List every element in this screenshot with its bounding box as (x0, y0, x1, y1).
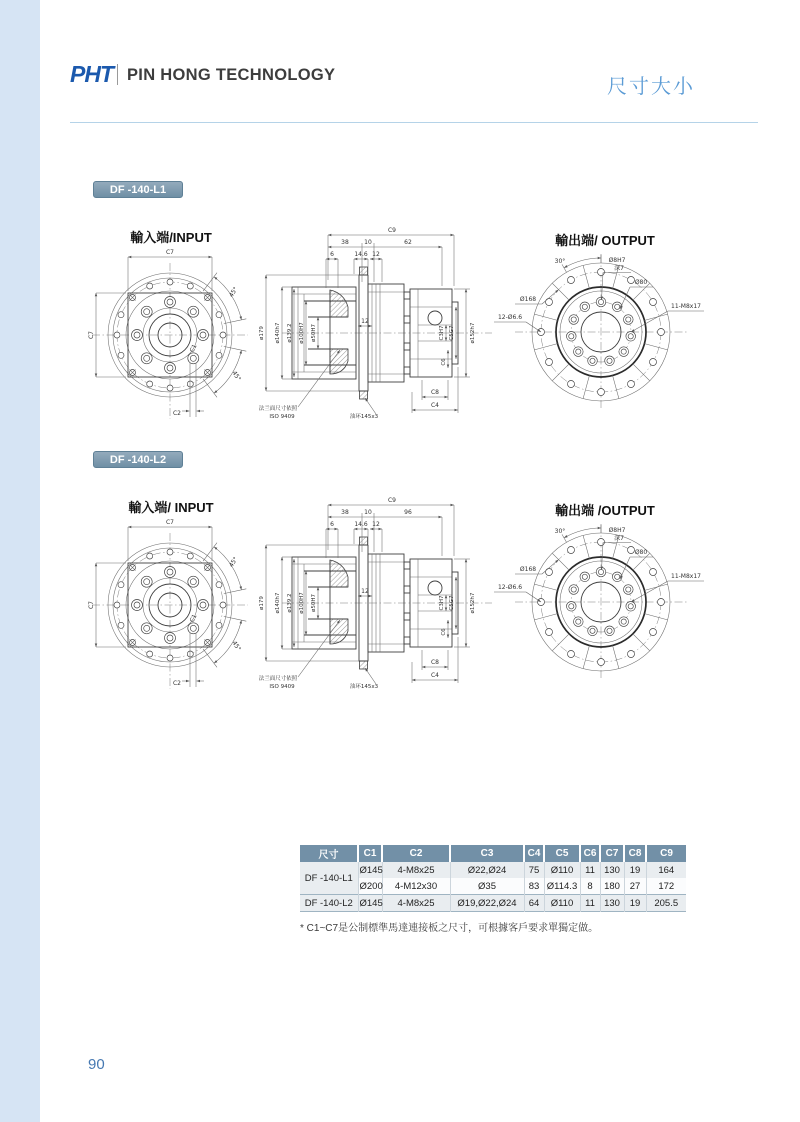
page-number: 90 (88, 1056, 105, 1073)
table-header-cell: C6 (580, 845, 600, 862)
svg-text:12-Ø6.6: 12-Ø6.6 (497, 314, 523, 321)
svg-text:C8: C8 (430, 659, 440, 666)
table-cell: 205.5 (646, 895, 686, 912)
svg-text:法兰面尺寸依照: 法兰面尺寸依照 (258, 406, 298, 412)
svg-text:ø152h7: ø152h7 (470, 322, 476, 344)
svg-text:ø140h7: ø140h7 (275, 592, 281, 614)
output-view-drawing (490, 250, 715, 420)
svg-text:12: 12 (361, 318, 369, 325)
svg-text:ø139.2: ø139.2 (287, 593, 293, 613)
svg-text:ø139.2: ø139.2 (287, 323, 293, 343)
table-cell: 27 (624, 878, 646, 895)
table-row (300, 862, 686, 878)
dimension-table-wrap (300, 845, 686, 912)
section-view-drawing (252, 492, 500, 704)
svg-text:10: 10 (364, 509, 372, 516)
svg-text:11-M8x17: 11-M8x17 (671, 573, 701, 580)
table-header-cell: C4 (524, 845, 544, 862)
table-cell: 75 (524, 862, 544, 878)
svg-text:油环145x3: 油环145x3 (349, 684, 379, 690)
header-rule (70, 122, 758, 123)
input-view-drawing (86, 245, 261, 425)
svg-text:ø100H7: ø100H7 (299, 322, 305, 344)
svg-text:深7: 深7 (614, 265, 624, 272)
input-view-drawing (86, 515, 261, 695)
svg-text:Ø80: Ø80 (634, 549, 648, 556)
svg-text:C9: C9 (387, 497, 397, 504)
table-cell: 83 (524, 878, 544, 895)
table-header-cell: C8 (624, 845, 646, 862)
svg-text:ø140h7: ø140h7 (275, 322, 281, 344)
table-cell: 180 (600, 878, 624, 895)
model-section (0, 451, 800, 721)
svg-text:C7: C7 (88, 330, 95, 340)
svg-text:ISO 9409: ISO 9409 (269, 414, 295, 420)
svg-text:12: 12 (372, 251, 380, 258)
svg-text:12: 12 (372, 521, 380, 528)
model-badge: DF -140-L1 (93, 181, 183, 198)
table-header-cell: C3 (450, 845, 524, 862)
page-title: 尺寸大小 (607, 76, 695, 98)
table-header-cell: C7 (600, 845, 624, 862)
svg-text:Ø80: Ø80 (634, 279, 648, 286)
table-cell: Ø145 (358, 895, 382, 912)
table-cell: Ø145 (358, 862, 382, 878)
table-cell: 4-M12x30 (382, 878, 450, 895)
svg-text:C3H7: C3H7 (439, 325, 445, 341)
logo-divider (117, 64, 118, 85)
table-model-cell: DF -140-L1 (300, 862, 358, 895)
table-cell: 11 (580, 862, 600, 878)
table-cell: Ø22,Ø24 (450, 862, 524, 878)
svg-text:深7: 深7 (614, 535, 624, 542)
svg-text:C6: C6 (441, 358, 447, 366)
table-cell: 4-M8x25 (382, 895, 450, 912)
svg-text:C1: C1 (188, 613, 199, 624)
svg-text:C7: C7 (88, 600, 95, 610)
svg-text:45°: 45° (230, 639, 243, 653)
output-view-title: 輸出端/ OUTPUT (555, 233, 655, 248)
svg-text:30°: 30° (554, 528, 566, 535)
svg-text:Ø8H7: Ø8H7 (608, 527, 626, 534)
table-header-cell: C5 (544, 845, 580, 862)
svg-text:C3H7: C3H7 (439, 595, 445, 611)
table-header-cell: C9 (646, 845, 686, 862)
table-header-cell: 尺寸 (300, 845, 358, 862)
table-row (300, 878, 686, 895)
svg-text:C2: C2 (172, 410, 182, 417)
svg-text:14.6: 14.6 (354, 521, 368, 528)
svg-text:ø179: ø179 (259, 326, 265, 340)
svg-text:45°: 45° (230, 369, 243, 383)
table-cell: Ø114.3 (544, 878, 580, 895)
svg-text:14.6: 14.6 (354, 251, 368, 258)
table-cell: 172 (646, 878, 686, 895)
svg-text:ø50H7: ø50H7 (311, 324, 317, 342)
table-cell: Ø110 (544, 895, 580, 912)
svg-text:Ø168: Ø168 (519, 296, 537, 303)
input-view-title: 輸入端/ INPUT (128, 500, 214, 515)
svg-text:ø152h7: ø152h7 (470, 592, 476, 614)
table-cell: 8 (580, 878, 600, 895)
svg-text:38: 38 (341, 509, 349, 516)
svg-text:C5G7: C5G7 (449, 595, 455, 611)
company-name: PIN HONG TECHNOLOGY (127, 66, 336, 84)
svg-text:38: 38 (341, 239, 349, 246)
svg-text:油环145x3: 油环145x3 (349, 414, 379, 420)
svg-text:C1: C1 (188, 343, 199, 354)
output-view-title: 輸出端 /OUTPUT (555, 503, 655, 518)
svg-text:C7: C7 (165, 249, 175, 256)
input-view-title: 輸入端/INPUT (130, 230, 212, 245)
svg-text:C4: C4 (430, 402, 440, 409)
svg-text:C8: C8 (430, 389, 440, 396)
svg-text:C6: C6 (441, 628, 447, 636)
svg-text:ISO 9409: ISO 9409 (269, 684, 295, 690)
table-cell: 19 (624, 862, 646, 878)
svg-text:6: 6 (330, 251, 334, 258)
table-cell: Ø200 (358, 878, 382, 895)
svg-text:ø100H7: ø100H7 (299, 592, 305, 614)
table-cell: Ø19,Ø22,Ø24 (450, 895, 524, 912)
svg-text:62: 62 (404, 239, 412, 246)
svg-text:C2: C2 (172, 680, 182, 687)
table-cell: 4-M8x25 (382, 862, 450, 878)
model-badge: DF -140-L2 (93, 451, 183, 468)
svg-text:6: 6 (330, 521, 334, 528)
svg-text:12-Ø6.6: 12-Ø6.6 (497, 584, 523, 591)
table-model-cell: DF -140-L2 (300, 895, 358, 912)
svg-text:C7: C7 (165, 519, 175, 526)
svg-text:12: 12 (361, 588, 369, 595)
svg-text:法兰面尺寸依照: 法兰面尺寸依照 (258, 676, 298, 682)
svg-text:45°: 45° (227, 285, 240, 299)
table-cell: 64 (524, 895, 544, 912)
table-cell: Ø35 (450, 878, 524, 895)
section-view-drawing (252, 222, 500, 434)
svg-text:Ø168: Ø168 (519, 566, 537, 573)
svg-text:30°: 30° (554, 258, 566, 265)
table-cell: 19 (624, 895, 646, 912)
svg-text:10: 10 (364, 239, 372, 246)
svg-text:C9: C9 (387, 227, 397, 234)
table-footnote: * C1~C7是公制標準馬達連接板之尺寸，可根據客戶要求單獨定做。 (300, 923, 599, 934)
table-cell: Ø110 (544, 862, 580, 878)
svg-text:96: 96 (404, 509, 412, 516)
svg-text:ø179: ø179 (259, 596, 265, 610)
svg-text:ø50H7: ø50H7 (311, 594, 317, 612)
table-row (300, 895, 686, 912)
table-cell: 130 (600, 895, 624, 912)
svg-text:11-M8x17: 11-M8x17 (671, 303, 701, 310)
output-view-drawing (490, 520, 715, 690)
model-section (0, 181, 800, 451)
svg-text:C4: C4 (430, 672, 440, 679)
svg-text:Ø8H7: Ø8H7 (608, 257, 626, 264)
table-cell: 11 (580, 895, 600, 912)
svg-text:45°: 45° (227, 555, 240, 569)
table-header-cell: C2 (382, 845, 450, 862)
table-cell: 130 (600, 862, 624, 878)
table-cell: 164 (646, 862, 686, 878)
table-header-cell: C1 (358, 845, 382, 862)
dimension-table (300, 845, 686, 912)
svg-text:C5G7: C5G7 (449, 325, 455, 341)
company-logo: PHT (70, 61, 113, 87)
